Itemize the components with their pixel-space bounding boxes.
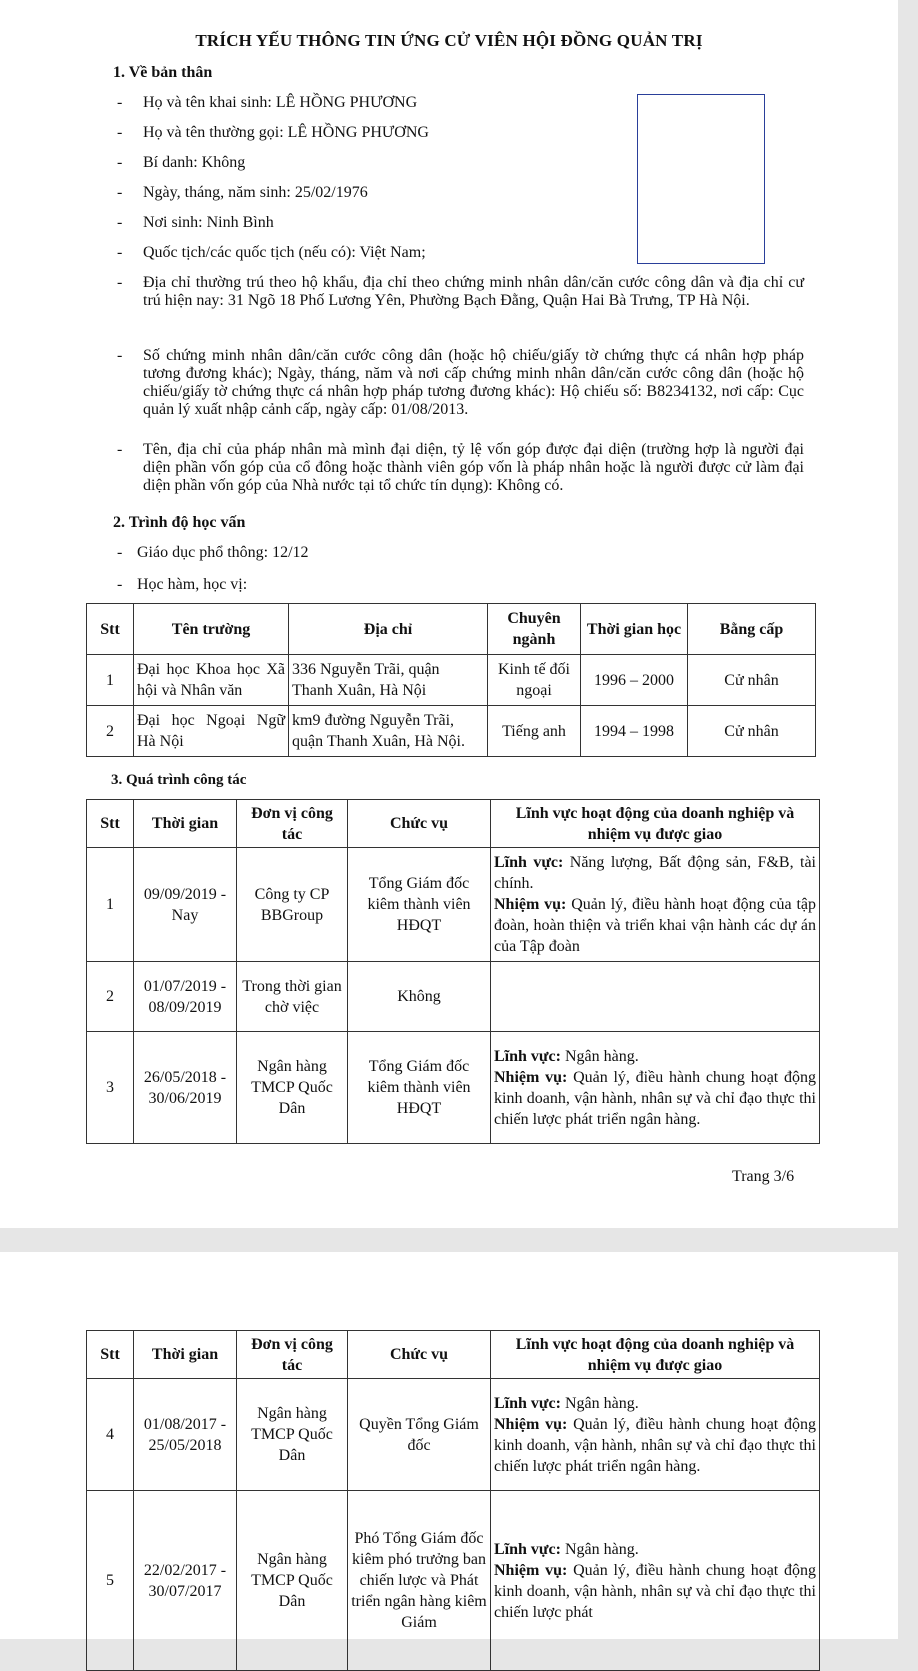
document-page-2 [0, 1252, 898, 1639]
photo-placeholder [637, 94, 765, 264]
passport-info: Số chứng minh nhân dân/căn cước công dân (hoặc hộ chiếu/giấy tờ chứng thực cá nhân hợp pháp tương đương khác); Ngày, tháng, năm và nơi cấp chứng minh nhân dân/căn cước công dân (hoặc hộ chiếu/giấy tờ chứng thực cá nhân hợp pháp tương đương khác): Hộ chiếu số: B8234132, nơi cấp: Cục quản lý xuất nhập cảnh cấp, ngày cấp: 01/08/2013. [143, 347, 804, 418]
table-cell: 22/02/2017 - 30/07/2017 [134, 1491, 237, 1671]
table-cell: 01/08/2017 - 25/05/2018 [134, 1379, 237, 1491]
column-header: Lĩnh vực hoạt động của doanh nghiệp và nhiệm vụ được giao [491, 1331, 820, 1379]
table-cell: 1 [87, 655, 134, 706]
table-row [87, 962, 820, 1032]
field-label: Lĩnh vực: [494, 1394, 561, 1412]
table-cell: 4 [87, 1379, 134, 1491]
table-cell: Trong thời gian chờ việc [237, 962, 348, 1032]
bullet-dash: - [117, 576, 123, 593]
table-cell: 26/05/2018 - 30/06/2019 [134, 1032, 237, 1144]
table-cell [491, 848, 820, 962]
duty-label: Nhiệm vụ: [494, 1415, 568, 1433]
table-cell: km9 đường Nguyễn Trãi, quận Thanh Xuân, Hà Nội. [289, 706, 488, 757]
column-header: Chức vụ [348, 1331, 491, 1379]
table-cell [491, 1491, 820, 1671]
column-header: Đơn vị công tác [237, 1331, 348, 1379]
table-cell: 2 [87, 962, 134, 1032]
table-row [87, 848, 820, 962]
column-header: Thời gian học [581, 604, 688, 655]
birth-place: Nơi sinh: Ninh Bình [143, 214, 274, 231]
table-cell [491, 1032, 820, 1144]
column-header: Chức vụ [348, 800, 491, 848]
table-cell: Kinh tế đối ngoại [488, 655, 581, 706]
table-cell: Đại học Ngoại Ngữ Hà Nội [134, 706, 289, 757]
table-cell: Tổng Giám đốc kiêm thành viên HĐQT [348, 848, 491, 962]
table-cell: 3 [87, 1032, 134, 1144]
document-title: TRÍCH YẾU THÔNG TIN ỨNG CỬ VIÊN HỘI ĐỒNG QUẢN TRỊ [195, 31, 703, 50]
column-header: Stt [87, 604, 134, 655]
column-header: Đơn vị công tác [237, 800, 348, 848]
field-label: Lĩnh vực: [494, 854, 564, 871]
table-cell: Không [348, 962, 491, 1032]
table-cell [491, 962, 820, 1032]
field-label: Lĩnh vực: [494, 1047, 561, 1065]
column-header: Thời gian [134, 1331, 237, 1379]
duty-text: Quản lý, điều hành hoạt động của tập đoàn, hoàn thiện và triển khai vận hành các dự án của Tập đoàn [494, 896, 817, 955]
bullet-dash: - [117, 184, 123, 201]
table-cell: 1 [87, 848, 134, 962]
table-cell: Cử nhân [688, 655, 816, 706]
table-cell: 1996 – 2000 [581, 655, 688, 706]
duty-text: Quản lý, điều hành chung hoạt động kinh doanh, vận hành, nhân sự và chỉ đạo thực thi chiến lược phát triển ngân hàng. [494, 1415, 816, 1475]
bullet-dash: - [117, 244, 123, 261]
bullet-dash: - [117, 154, 123, 171]
section-2-heading: 2. Trình độ học vấn [113, 514, 246, 531]
table-cell: Ngân hàng TMCP Quốc Dân [237, 1491, 348, 1671]
bullet-dash: - [117, 94, 123, 111]
column-header: Tên trường [134, 604, 289, 655]
table-header-row [87, 1331, 820, 1379]
bullet-dash: - [117, 544, 123, 561]
table-cell: Ngân hàng TMCP Quốc Dân [237, 1379, 348, 1491]
address: Địa chỉ thường trú theo hộ khẩu, địa chỉ theo chứng minh nhân dân/căn cước công dân và địa chỉ cư trú hiện nay: 31 Ngõ 18 Phố Lương Yên, Phường Bạch Đằng, Quận Hai Bà Trưng, TP Hà Nội. [143, 274, 804, 309]
common-name: Họ và tên thường gọi: LÊ HỒNG PHƯƠNG [143, 124, 429, 141]
table-row [87, 706, 816, 757]
table-cell: 5 [87, 1491, 134, 1671]
general-education: Giáo dục phổ thông: 12/12 [137, 544, 309, 561]
field-text: Ngân hàng. [560, 1047, 639, 1065]
field-label: Lĩnh vực: [494, 1540, 561, 1558]
table-cell: 09/09/2019 - Nay [134, 848, 237, 962]
page-number: Trang 3/6 [732, 1168, 795, 1185]
table-cell: Ngân hàng TMCP Quốc Dân [237, 1032, 348, 1144]
bullet-dash: - [117, 347, 123, 364]
column-header: Địa chỉ [289, 604, 488, 655]
table-cell: 336 Nguyễn Trãi, quận Thanh Xuân, Hà Nội [289, 655, 488, 706]
alias: Bí danh: Không [143, 154, 246, 171]
birth-date: Ngày, tháng, năm sinh: 25/02/1976 [143, 184, 368, 201]
duty-label: Nhiệm vụ: [494, 1068, 568, 1086]
table-cell: 01/07/2019 - 08/09/2019 [134, 962, 237, 1032]
table-cell: Tiếng anh [488, 706, 581, 757]
table-row [87, 1032, 820, 1144]
table-cell: Phó Tổng Giám đốc kiêm phó trưởng ban chiến lược và Phát triển ngân hàng kiêm Giám [348, 1491, 491, 1671]
table-cell: Tổng Giám đốc kiêm thành viên HĐQT [348, 1032, 491, 1144]
column-header: Thời gian [134, 800, 237, 848]
bullet-dash: - [117, 214, 123, 231]
table-cell: Cử nhân [688, 706, 816, 757]
table-cell: Quyền Tổng Giám đốc [348, 1379, 491, 1491]
table-row [87, 1491, 820, 1671]
duty-label: Nhiệm vụ: [494, 1561, 568, 1579]
section-3-heading: 3. Quá trình công tác [111, 772, 247, 788]
work-history-table-continued [86, 1330, 820, 1671]
bullet-dash: - [117, 274, 123, 291]
nationality: Quốc tịch/các quốc tịch (nếu có): Việt Nam; [143, 244, 426, 261]
table-cell: Đại học Khoa học Xã hội và Nhân văn [134, 655, 289, 706]
field-text: Năng lượng, Bất động sản, F&B, tài chính. [494, 854, 816, 892]
table-cell [491, 1379, 820, 1491]
duty-label: Nhiệm vụ: [494, 896, 567, 913]
column-header: Stt [87, 1331, 134, 1379]
duty-text: Quản lý, điều hành chung hoạt động kinh doanh, vận hành, nhân sự và chỉ đạo thực thi chiến lược phát triển ngân hàng. [494, 1068, 816, 1128]
section-1-heading: 1. Về bản thân [113, 64, 213, 81]
table-header-row [87, 800, 820, 848]
column-header: Stt [87, 800, 134, 848]
represented-entity: Tên, địa chỉ của pháp nhân mà mình đại diện, tỷ lệ vốn góp được đại diện (trường hợp là người đại diện phần vốn góp của cổ đông hoặc thành viên góp vốn là pháp nhân hoặc là người được cử làm đại diện phần vốn góp của Nhà nước tại tổ chức tín dụng): Không có. [143, 441, 804, 494]
work-history-table [86, 799, 820, 1144]
table-row [87, 655, 816, 706]
bullet-dash: - [117, 124, 123, 141]
table-cell: 2 [87, 706, 134, 757]
table-cell: 1994 – 1998 [581, 706, 688, 757]
field-text: Ngân hàng. [560, 1394, 639, 1412]
column-header: Bằng cấp [688, 604, 816, 655]
column-header: Lĩnh vực hoạt động của doanh nghiệp và nhiệm vụ được giao [491, 800, 820, 848]
birth-name: Họ và tên khai sinh: LÊ HỒNG PHƯƠNG [143, 94, 418, 111]
table-row [87, 1379, 820, 1491]
column-header: Chuyên ngành [488, 604, 581, 655]
academic-degrees: Học hàm, học vị: [137, 576, 248, 593]
field-text: Ngân hàng. [560, 1540, 639, 1558]
bullet-dash: - [117, 441, 123, 458]
education-table [86, 603, 816, 757]
duty-text: Quản lý, điều hành chung hoạt động kinh doanh, vận hành, nhân sự và chỉ đạo thực thi chiến lược phát [494, 1561, 816, 1621]
table-header-row [87, 604, 816, 655]
table-cell: Công ty CP BBGroup [237, 848, 348, 962]
